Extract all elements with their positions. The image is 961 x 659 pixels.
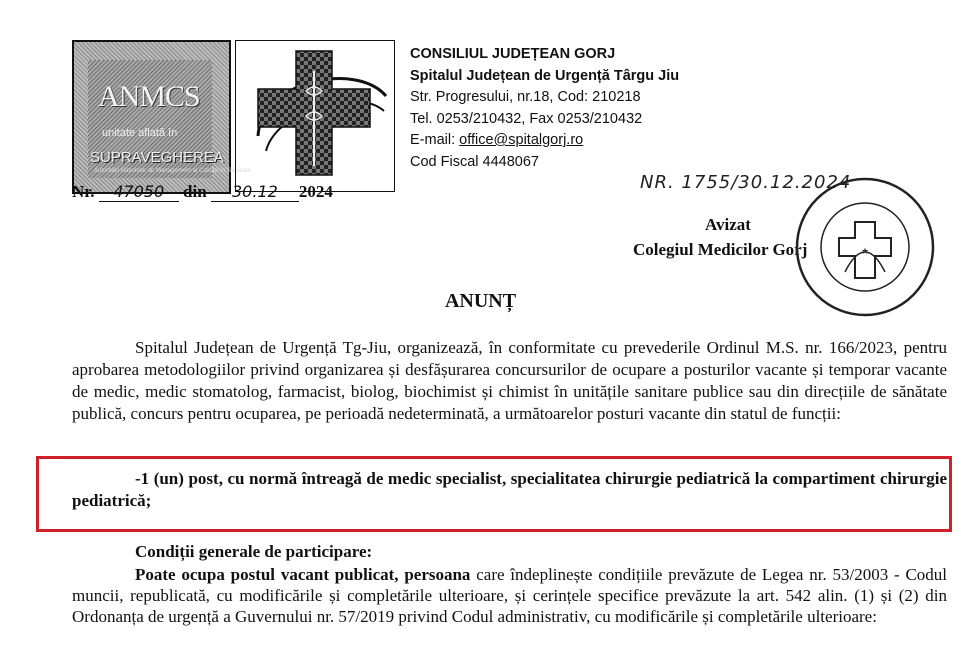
council-name: CONSILIUL JUDEȚEAN GORJ	[410, 46, 616, 62]
page-title: ANUNȚ	[444, 290, 517, 312]
conditions-lead: Poate ocupa postul vacant publicat, persoana	[135, 565, 471, 584]
hospital-address: Str. Progresului, nr.18, Cod: 210218	[410, 89, 641, 105]
intro-paragraph	[72, 337, 947, 425]
anmcs-logo	[72, 40, 252, 194]
header-block	[410, 44, 679, 173]
hospital-name: Spitalul Județean de Urgență Târgu Jiu	[410, 67, 680, 84]
hospital-logo	[235, 40, 395, 192]
hospital-email-line	[410, 130, 679, 152]
anmcs-logo-subtitle: unitate aflată în	[102, 127, 178, 139]
intro-text: Spitalul Județean de Urgență Tg-Jiu, organizează, în conformitate cu prevederile Ordinul M.S. nr. 166/2023, pentru aprobarea metodologiilor privind organizarea și desfășurarea concursurilor de ocupare a posturilor vacante și temporar vacante de medic, medic stomatolog, farmacist, biolog, biochimist și chimist în unitățile sanitare publice sau din direcțiile de sănătate publică, concurs pentru ocuparea, pe perioadă nedeterminată, a următoarelor posturi vacante din statul de funcții:	[72, 338, 947, 423]
anmcs-logo-name: ANMCS	[98, 80, 200, 113]
conditions-title: Condiții generale de participare:	[135, 542, 373, 561]
vacant-post-text: -1 (un) post, cu normă întreagă de medic specialist, specialitatea chirurgie pediatrică la compartiment chirurgie pediatrică;	[72, 469, 947, 510]
registration-date: 30.12	[211, 182, 299, 202]
anmcs-logo-tiny-text: Autorității Naționale de Management al Calității în Sănătate	[94, 168, 252, 174]
registration-number: 47050	[99, 182, 179, 202]
registration-year: 2024	[298, 182, 333, 201]
avizat-label: Avizat	[705, 215, 751, 234]
email-label: E-mail:	[410, 132, 460, 148]
anmcs-logo-supervision: SUPRAVEGHEREA	[90, 149, 224, 166]
anmcs-logo-panel	[88, 60, 252, 178]
conditions-body: care îndeplinește condițiile prevăzute de Legea nr. 53/2003 - Codul muncii, republicată, cu modificările și completările ulterioare, și cerințele specifice prevăzute la art. 542 alin. (1) și (2) din Ordonanța de urgență a Guvernului nr. 57/2019 privind Codul administrativ, cu modificările și completările ulterioare:	[72, 565, 948, 626]
hospital-phone: Tel. 0253/210432, Fax 0253/210432	[410, 110, 643, 127]
college-registration: NR. 1755/30.12.2024	[640, 172, 852, 193]
vacant-post	[72, 468, 947, 512]
email-link[interactable]: office@spitalgorj.ro	[459, 132, 584, 148]
conditions-paragraph	[72, 564, 947, 627]
medical-cross-icon	[236, 41, 394, 191]
registration-line	[72, 182, 333, 202]
college-name: Colegiul Medicilor Gorj	[633, 240, 808, 259]
svg-text:★: ★	[860, 247, 870, 257]
fiscal-code: Cod Fiscal 4448067	[410, 153, 539, 170]
nr-label: Nr.	[72, 182, 95, 201]
din-label: din	[183, 182, 207, 201]
